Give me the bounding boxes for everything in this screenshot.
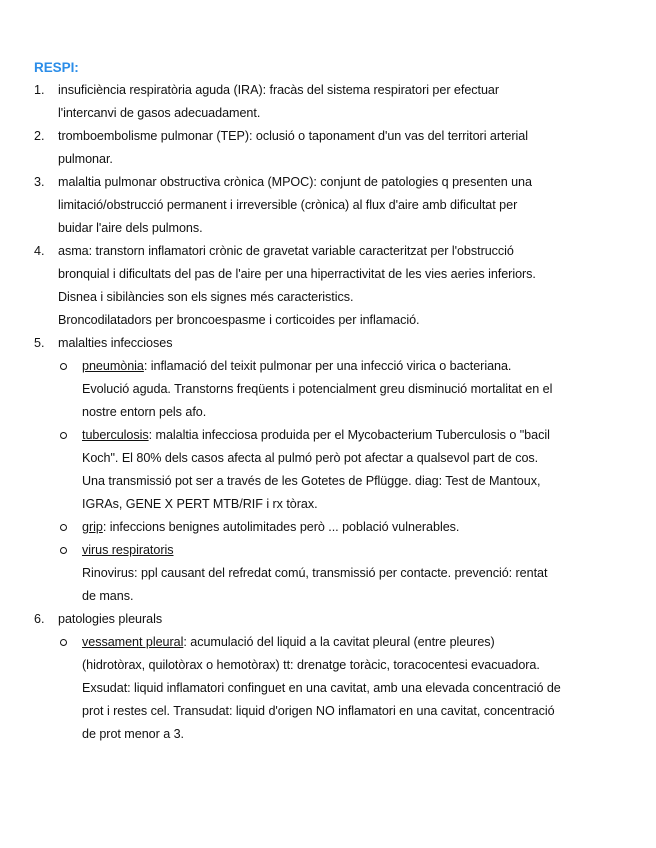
condition-list bbox=[34, 79, 630, 746]
circle-bullet-icon bbox=[60, 639, 67, 646]
text-line bbox=[82, 539, 630, 562]
sub-list bbox=[58, 631, 630, 746]
term-underlined: pneumònia bbox=[82, 359, 144, 373]
text-line: Evolució aguda. Transtorns freqüents i potencialment greu disminució mortalitat en el bbox=[82, 382, 553, 396]
list-number: 5. bbox=[34, 336, 45, 350]
term-definition: : acumulació del liquid a la cavitat pleural (entre pleures) bbox=[183, 635, 495, 649]
text-line: limitació/obstrucció permanent i irreversible (crònica) al flux d'aire amb dificultat per bbox=[58, 198, 518, 212]
text-line bbox=[82, 631, 630, 654]
text-line: malaltia pulmonar obstructiva crònica (MPOC): conjunt de patologies q presenten una bbox=[58, 175, 532, 189]
text-line: Broncodilatadors per broncoespasme i corticoides per inflamació. bbox=[58, 313, 420, 327]
text-line: (hidrotòrax, quilotòrax o hemotòrax) tt: drenatge toràcic, toracocentesi evacuadora. bbox=[82, 658, 540, 672]
text-line: buidar l'aire dels pulmons. bbox=[58, 221, 203, 235]
sub-list-item bbox=[58, 631, 630, 746]
document bbox=[34, 56, 630, 746]
text-line: patologies pleurals bbox=[58, 612, 163, 626]
list-number: 3. bbox=[34, 175, 45, 189]
list-number: 1. bbox=[34, 83, 45, 97]
text-line: de mans. bbox=[82, 589, 134, 603]
text-line bbox=[82, 355, 630, 378]
text-line: Koch". El 80% dels casos afecta al pulmó però pot afectar a qualsevol part de cos. bbox=[82, 451, 539, 465]
circle-bullet-icon bbox=[60, 547, 67, 554]
term-underlined: virus respiratoris bbox=[82, 543, 174, 557]
list-item bbox=[34, 79, 630, 125]
circle-bullet-icon bbox=[60, 432, 67, 439]
term-underlined: vessament pleural bbox=[82, 635, 184, 649]
sub-list bbox=[58, 355, 630, 608]
term-underlined: tuberculosis bbox=[82, 428, 149, 442]
list-number: 2. bbox=[34, 129, 45, 143]
list-number: 4. bbox=[34, 244, 45, 258]
list-item bbox=[34, 608, 630, 746]
text-line bbox=[82, 516, 630, 539]
list-item bbox=[34, 240, 630, 332]
circle-bullet-icon bbox=[60, 363, 67, 370]
sub-list-item bbox=[58, 539, 630, 608]
text-line: bronquial i dificultats del pas de l'aire per una hiperractivitat de les vies aeries inferiors. bbox=[58, 267, 536, 281]
term-underlined: grip bbox=[82, 520, 103, 534]
term-definition: : malaltia infecciosa produida per el Mycobacterium Tuberculosis o "bacil bbox=[148, 428, 550, 442]
list-item bbox=[34, 171, 630, 240]
section-heading: RESPI: bbox=[34, 60, 79, 75]
text-line: IGRAs, GENE X PERT MTB/RIF i rx tòrax. bbox=[82, 497, 318, 511]
text-line: pulmonar. bbox=[58, 152, 113, 166]
sub-list-item bbox=[58, 516, 630, 539]
text-line: Disnea i sibilàncies son els signes més caracteristics. bbox=[58, 290, 354, 304]
text-line: asma: transtorn inflamatori crònic de gravetat variable caracteritzat per l'obstrucció bbox=[58, 244, 514, 258]
sub-list-item bbox=[58, 424, 630, 516]
list-item bbox=[34, 332, 630, 608]
text-line: Una transmissió pot ser a través de les Gotetes de Pflügge. diag: Test de Mantoux, bbox=[82, 474, 541, 488]
list-number: 6. bbox=[34, 612, 45, 626]
text-line bbox=[82, 424, 630, 447]
text-line: l'intercanvi de gasos adecuadament. bbox=[58, 106, 261, 120]
list-item bbox=[34, 125, 630, 171]
text-line: tromboembolisme pulmonar (TEP): oclusió o taponament d'un vas del territori arterial bbox=[58, 129, 528, 143]
circle-bullet-icon bbox=[60, 524, 67, 531]
text-line: de prot menor a 3. bbox=[82, 727, 185, 741]
sub-list-item bbox=[58, 355, 630, 424]
text-line: insuficiència respiratòria aguda (IRA): fracàs del sistema respiratori per efectuar bbox=[58, 83, 500, 97]
term-definition: : infeccions benignes autolimitades però ... població vulnerables. bbox=[102, 520, 460, 534]
text-line: Exsudat: liquid inflamatori confinguet en una cavitat, amb una elevada concentració de bbox=[82, 681, 561, 695]
text-line: malalties infeccioses bbox=[58, 336, 173, 350]
text-line: nostre entorn pels afo. bbox=[82, 405, 207, 419]
text-line: Rinovirus: ppl causant del refredat comú, transmissió per contacte. prevenció: rentat bbox=[82, 566, 548, 580]
text-line: prot i restes cel. Transudat: liquid d'origen NO inflamatori en una cavitat, concentració bbox=[82, 704, 555, 718]
term-definition: : inflamació del teixit pulmonar per una infecció virica o bacteriana. bbox=[143, 359, 512, 373]
